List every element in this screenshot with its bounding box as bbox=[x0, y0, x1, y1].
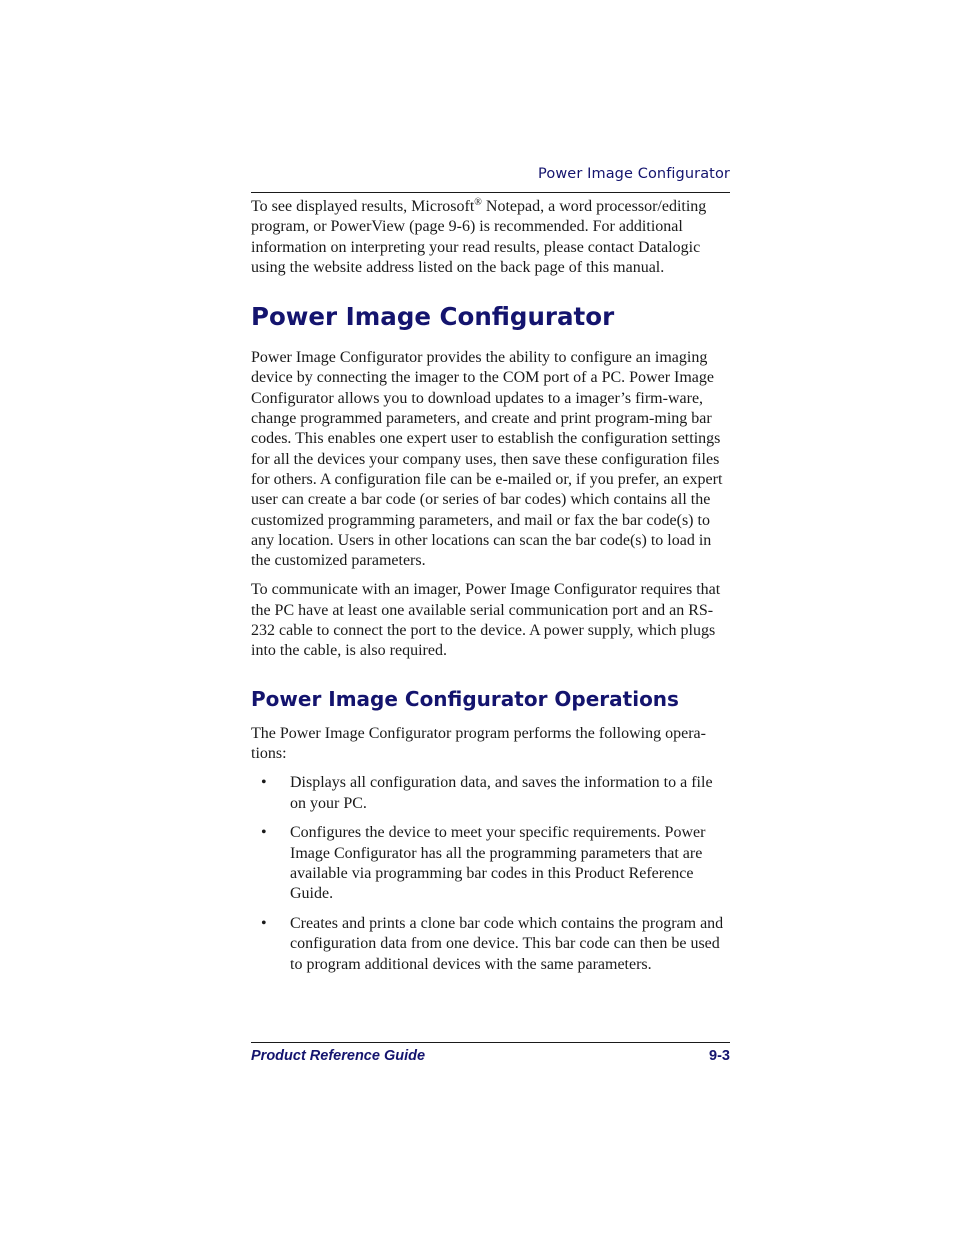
section-paragraph-2: To communicate with an imager, Power Image Configurator requires that the PC have at least one available serial communication port and an RS-232 cable to connect the port to the device. A power supply, which plugs into the cable, is also required. bbox=[251, 581, 721, 660]
bullet-glyph: • bbox=[261, 824, 267, 842]
section-heading: Power Image Configurator bbox=[251, 302, 615, 332]
list-item bbox=[251, 914, 730, 975]
operations-list bbox=[251, 773, 730, 975]
list-item-text: Configures the device to meet your specific requirements. Power Image Configurator has all the programming parameters that are available via programming bar codes in this Product Reference Guide. bbox=[290, 824, 706, 903]
subsection-heading: Power Image Configurator Operations bbox=[251, 686, 679, 711]
footer-title: Product Reference Guide bbox=[251, 1048, 426, 1064]
bullet-glyph: • bbox=[261, 915, 267, 933]
list-item-text: Displays all configuration data, and saves the information to a file on your PC. bbox=[290, 774, 713, 812]
bullet-glyph: • bbox=[261, 774, 267, 792]
subsection-intro: The Power Image Configurator program performs the following opera-tions: bbox=[251, 724, 706, 762]
page-footer bbox=[251, 1048, 730, 1064]
page-content bbox=[251, 197, 730, 984]
header-rule bbox=[251, 192, 730, 193]
page-number: 9-3 bbox=[709, 1048, 730, 1064]
section-paragraph-1: Power Image Configurator provides the ability to configure an imaging device by connecting the imager to the COM port of a PC. Power Image Configurator allows you to download updates to a imager’s firm-ware, change programmed parameters, and create and print program-ming bar codes. This enables one expert user to establish the configuration settings for all the devices your company uses, then save these configuration files for others. A configuration file can be e-mailed or, if you prefer, an expert user can create a bar code (or series of bar codes) which contains all the customized programming parameters, and mail or fax the bar code(s) to any location. Users in other locations can scan the bar code(s) to load in the customized parameters. bbox=[251, 349, 723, 570]
list-item bbox=[251, 773, 730, 814]
list-item-text: Creates and prints a clone bar code which contains the program and configuration data from one device. This bar code can then be used to program additional devices with the same parameters. bbox=[290, 915, 724, 973]
running-head-title: Power Image Configurator bbox=[538, 166, 730, 182]
intro-text-start: To see displayed results, Microsoft bbox=[251, 198, 475, 215]
intro-paragraph bbox=[251, 197, 730, 278]
intro-text-end: Notepad, a word processor/editing program, or PowerView (page 9-6) is recommended. For additional information on interpreting your read results, please contact Datalogic using the website address listed on the back page of this manual. bbox=[251, 198, 707, 276]
list-item bbox=[251, 823, 730, 904]
footer-rule bbox=[251, 1042, 730, 1043]
registered-mark: ® bbox=[474, 197, 482, 208]
